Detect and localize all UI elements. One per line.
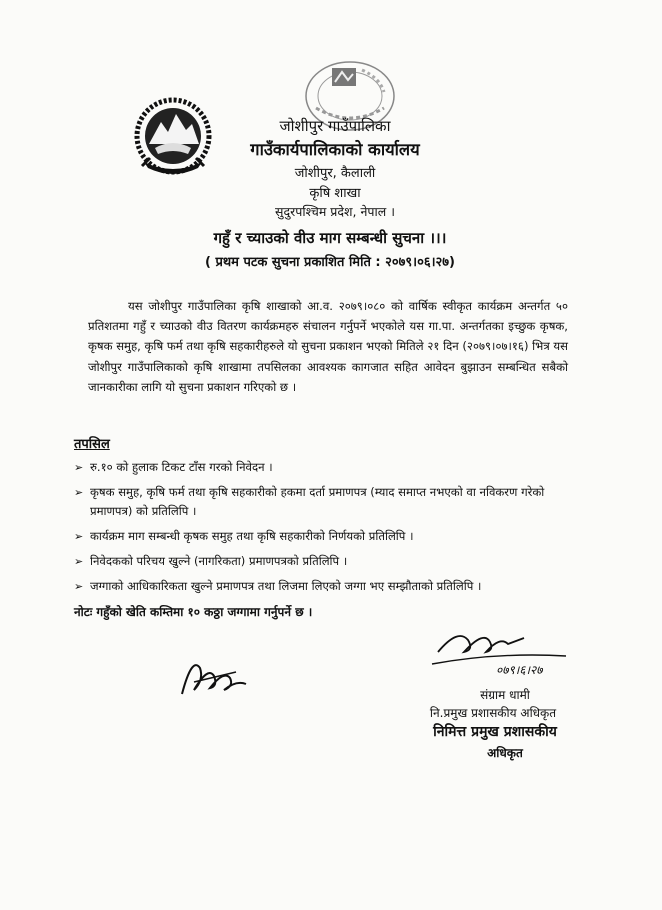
list-item-text: कार्यक्रम माग सम्बन्धी कृषक समुह तथा कृषि सहकारीको निर्णयको प्रतिलिपि । [90, 529, 414, 543]
signature-date: ०७९।६।२७ [496, 663, 543, 677]
signature-right [428, 622, 568, 678]
list-item [74, 552, 574, 571]
notice-body: यस जोशीपुर गाउँपालिका कृषि शाखाको आ.व. २०७९।०८० को वार्षिक स्वीकृत कार्यक्रम अन्तर्गत ५० प्रतिशतमा गहुँ र च्याउको वीउ वितरण कार्यक्रमहरु संचालन गर्नुपर्ने भएकोले यस गा.पा. अन्तर्गतका इच्छुक कृषक, कृषक समुह, कृषि फर्म तथा कृषि सहकारीहरुले यो सुचना प्रकाशन भएको मितिले २१ दिन (२०७९।०७।१६) भित्र यस जोशीपुर गाउँपालिकाको कृषि शाखामा तपसिलका आवश्यक कागजात सहित आवेदन बुझाउन सम्बन्धित सबैको जानकारीका लागि यो सुचना प्रकाशन गरिएको छ । [88, 299, 568, 394]
list-item [74, 577, 574, 596]
signatory-name: संग्राम धामी [480, 688, 530, 702]
notice-title: गहुँ र च्याउको वीउ माग सम्बन्धी सुचना ।।। [213, 229, 447, 247]
notice-publish-date: ( प्रथम पटक सुचना प्रकाशित मिति : २०७९।०६।२७) [204, 255, 455, 270]
list-item [74, 527, 574, 546]
signatory-stamp-line1: निमित्त प्रमुख प्रशासकीय [433, 724, 557, 740]
list-item-text: जग्गाको आधिकारिकता खुल्ने प्रमाणपत्र तथा लिजमा लिएको जग्गा भए सम्झौताको प्रतिलिपि । [90, 579, 482, 593]
list-item-text: कृषक समुह, कृषि फर्म तथा कृषि सहकारीको हकमा दर्ता प्रमाणपत्र (म्याद समाप्त नभएको वा नविकरण गरेको प्रमाणपत्र) को प्रतिलिपि । [90, 485, 545, 518]
signatory-stamp-line2: अधिकृत [487, 746, 523, 760]
list-item [74, 458, 574, 477]
requirements-list [74, 458, 574, 602]
arrow-bullet-icon: ➢ [74, 486, 84, 499]
branch-name: कृषि शाखा [309, 186, 361, 201]
arrow-bullet-icon: ➢ [74, 555, 84, 568]
office-address: जोशीपुर, कैलाली [294, 166, 376, 181]
office-name: गाउँकार्यपालिकाको कार्यालय [250, 140, 420, 159]
nepal-emblem-icon [130, 92, 216, 178]
municipality-name: जोशीपुर गाउँपालिका [279, 117, 391, 135]
arrow-bullet-icon: ➢ [74, 461, 84, 474]
arrow-bullet-icon: ➢ [74, 530, 84, 543]
signature-left [174, 646, 254, 706]
list-item-text: निवेदकको परिचय खुल्ने (नागरिकता) प्रमाणपत्रको प्रतिलिपि । [90, 554, 348, 568]
list-item-text: रु.१० को हुलाक टिकट टाँस गरको निवेदन । [90, 460, 273, 474]
signatory-role: नि.प्रमुख प्रशासकीय अधिकृत [429, 706, 557, 720]
section-heading: तपसिल [74, 437, 110, 452]
list-item [74, 483, 574, 521]
note-text: नोटः गहुँको खेति कम्तिमा १० कठ्ठा जग्गामा गर्नुपर्ने छ । [74, 605, 313, 619]
province-name: सुदुरपश्चिम प्रदेश, नेपाल । [275, 204, 395, 219]
arrow-bullet-icon: ➢ [74, 580, 84, 593]
